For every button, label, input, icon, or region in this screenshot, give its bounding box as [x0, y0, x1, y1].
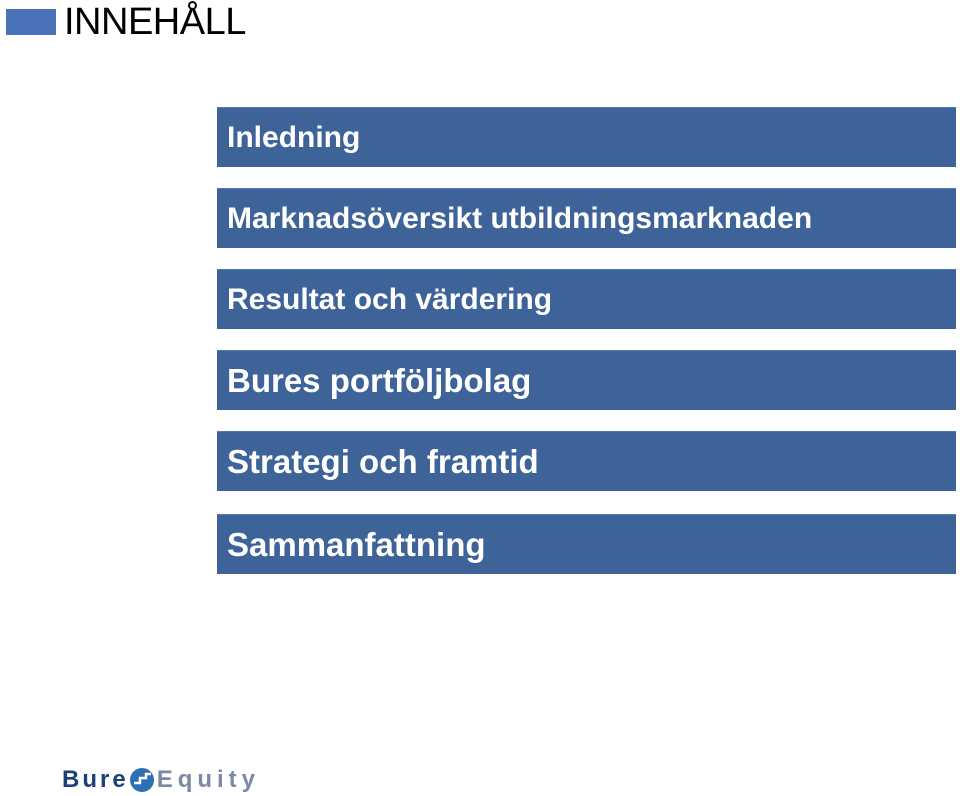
page-title: INNEHÅLL — [64, 1, 246, 43]
toc-item-label: Marknadsöversikt utbildningsmarknaden — [227, 201, 813, 235]
toc-item-strategi[interactable] — [217, 431, 956, 491]
bure-equity-logo-icon — [129, 767, 155, 793]
toc-item-label: Inledning — [227, 120, 361, 154]
toc-item-sammanfattning[interactable] — [217, 514, 956, 574]
title-accent-bar — [6, 9, 56, 35]
logo-word-bure: Bure — [62, 766, 129, 793]
toc-item-marknadsoversikt[interactable] — [217, 188, 956, 248]
toc-item-label: Resultat och värdering — [227, 282, 553, 316]
toc-item-resultat[interactable] — [217, 269, 956, 329]
toc-item-portfoljbolag[interactable] — [217, 350, 956, 410]
logo-word-equity: Equity — [156, 766, 261, 793]
toc-item-label: Strategi och framtid — [227, 442, 539, 480]
toc-item-label: Sammanfattning — [227, 525, 486, 563]
toc-item-inledning[interactable] — [217, 107, 956, 167]
bure-equity-logo — [62, 764, 260, 796]
toc-item-label: Bures portföljbolag — [227, 361, 532, 399]
